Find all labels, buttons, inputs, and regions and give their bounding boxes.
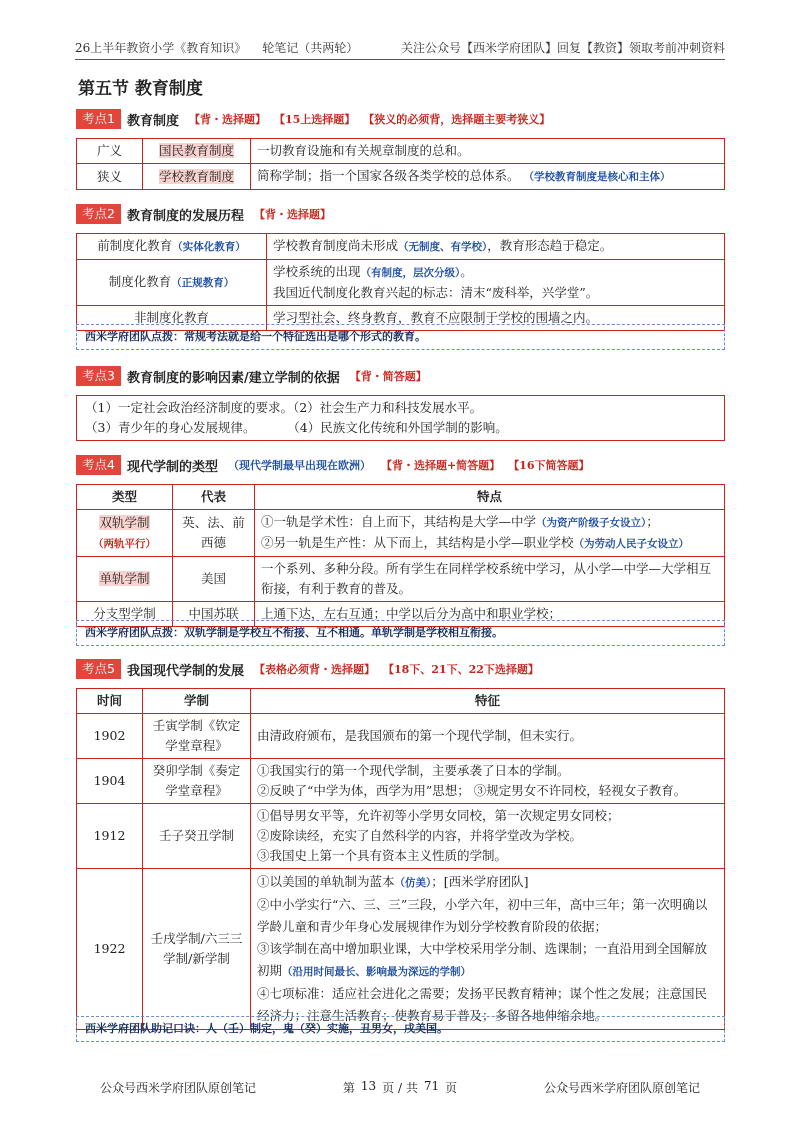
kp4-cell: 分支型学制 (77, 602, 173, 627)
kp5-header: 特征 (251, 689, 725, 714)
kp5-system: 壬子癸丑学制 (143, 804, 251, 869)
table-row (77, 139, 725, 164)
kp3-line: （1）一定社会政治经济制度的要求。（2）社会生产力和科技发展水平。 (85, 400, 483, 415)
table-row (77, 869, 725, 1030)
page-footer (100, 1079, 700, 1096)
kp2-cell: 非制度化教育 (77, 306, 267, 331)
kp4-label: 【16下简答题】 (508, 459, 590, 472)
kp2-note: （无制度、有学校） (398, 241, 488, 253)
kp5-header: 学制 (143, 689, 251, 714)
kp2-tag: 考点2 (76, 204, 121, 224)
kp4-tag: 考点4 (76, 455, 121, 475)
kp5-label: 【18下、21下、22下选择题】 (382, 663, 539, 676)
table-header-row (77, 485, 725, 510)
kp5-line: ③该学制在高中增加职业课，大中学校采用学分制、选课制；一直沿用到全国解放初期 (257, 941, 708, 978)
kp2-text: 。 (460, 264, 473, 279)
table-row (77, 164, 725, 190)
page-label: 页 / 共 (382, 1081, 418, 1095)
kp1-cell: 狭义 (77, 164, 143, 190)
kp3-heading (76, 365, 435, 387)
kp5-line: ②反映了“中学为体，西学为用”思想； ③规定男女不许同校，轻视女子教育。 (257, 783, 687, 798)
kp5-tip: 西米学府团队助记口诀：人（壬）制定，鬼（癸）实施，丑男女，戌美国。 (76, 1016, 725, 1042)
kp1-heading (76, 108, 558, 130)
table-header-row (77, 689, 725, 714)
kp4-text: ②另一轨是生产性：从下而上，其结构是小学—职业学校 (261, 535, 574, 550)
kp1-title: 教育制度 (126, 113, 179, 129)
kp2-text: 学校系统的出现 (273, 264, 361, 279)
kp5-year: 1922 (77, 869, 143, 1030)
kp3-title: 教育制度的影响因素/建立学制的依据 (126, 370, 340, 386)
kp4-header: 代表 (173, 485, 255, 510)
kp1-label: 【15上选择题】 (273, 113, 356, 126)
kp4-cell: 美国 (173, 557, 255, 602)
kp4-cell: 上通下达，左右互通；中学以后分为高中和职业学校； (255, 602, 725, 627)
kp2-heading (76, 203, 339, 225)
page-total: 71 (423, 1079, 440, 1093)
kp2-label: 【背・选择题】 (253, 208, 331, 221)
page-label: 页 (445, 1081, 458, 1095)
kp5-year: 1912 (77, 804, 143, 869)
page-current: 13 (360, 1079, 377, 1093)
page-header (75, 38, 725, 60)
kp5-feature (251, 759, 725, 804)
kp5-feature: 由清政府颁布，是我国颁布的第一个现代学制，但未实行。 (251, 714, 725, 759)
kp5-line: ；[西米学府团队] (431, 874, 529, 889)
kp2-note: （实体化教育） (172, 241, 246, 253)
kp5-line: ①以美国的单轨制为蓝本 (257, 874, 395, 889)
kp5-note: （仿美） (394, 877, 432, 889)
kp1-term: 学校教育制度 (158, 168, 234, 184)
kp5-line: ③我国史上第一个具有资本主义性质的学制。 (257, 848, 508, 863)
kp4-note: （为资产阶级子女设立） (536, 517, 647, 529)
kp2-cell (77, 234, 267, 260)
kp5-system: 壬戌学制/六三三学制/新学制 (143, 869, 251, 1030)
kp2-tip: 西米学府团队点拨：常规考法就是给一个特征选出是哪个形式的教育。 (76, 324, 725, 350)
section-title: 第五节 教育制度 (78, 79, 203, 99)
kp1-cell (143, 139, 251, 164)
footer-right: 公众号西米学府团队原创笔记 (543, 1081, 700, 1095)
kp5-system: 癸卯学制《奏定学堂章程》 (143, 759, 251, 804)
kp5-year: 1902 (77, 714, 143, 759)
kp5-header: 时间 (77, 689, 143, 714)
kp5-tag: 考点5 (76, 659, 121, 679)
kp2-note: （有制度，层次分级） (360, 267, 461, 279)
kp2-cell (267, 260, 725, 306)
kp3-box (76, 395, 725, 441)
kp5-feature (251, 804, 725, 869)
kp4-label: 【背・选择题+简答题】 (380, 459, 501, 472)
kp1-note: （学校教育制度是核心和主体） (523, 171, 671, 183)
kp4-heading (76, 454, 598, 476)
kp2-cell (77, 260, 267, 306)
kp1-cell: 广义 (77, 139, 143, 164)
kp4-table (76, 484, 725, 627)
kp1-text: 简称学制；指一个国家各级各类学校的总体系。 (257, 168, 520, 183)
kp4-cell (255, 510, 725, 557)
kp5-line: ④七项标准：适应社会进化之需要；发扬平民教育精神；谋个性之发展；注意国民经济力；注意生活教育；使教育易于普及；多留各地伸缩余地。 (257, 986, 708, 1023)
kp5-line: ①倡导男女平等，允许初等小学男女同校，第一次规定男女同校； (257, 808, 620, 823)
kp2-table (76, 233, 725, 331)
kp4-text: ； (646, 514, 659, 529)
kp4-term: 双轨学制 (99, 514, 150, 530)
kp4-title: 现代学制的类型 (126, 459, 218, 475)
kp5-label: 【表格必须背・选择题】 (253, 663, 375, 676)
kp5-line: ②废除读经，充实了自然科学的内容，并将学堂改为学校。 (257, 828, 583, 843)
kp5-system: 壬寅学制《钦定学堂章程》 (143, 714, 251, 759)
kp3-tag: 考点3 (76, 366, 121, 386)
kp2-title: 教育制度的发展历程 (126, 208, 244, 224)
kp4-header: 类型 (77, 485, 173, 510)
kp4-cell (77, 510, 173, 557)
table-row (77, 234, 725, 260)
page-label: 第 (342, 1081, 355, 1095)
kp4-tip: 西米学府团队点拨：双轨学制是学校互不衔接、互不相通。单轨学制是学校相互衔接。 (76, 620, 725, 646)
kp2-term: 前制度化教育 (97, 238, 173, 253)
kp1-cell (251, 164, 725, 190)
table-row (77, 714, 725, 759)
table-row (77, 804, 725, 869)
kp1-table (76, 138, 725, 190)
header-promo: 关注公众号【西米学府团队】回复【教资】领取考前冲刺资料 (400, 41, 725, 55)
kp5-heading (76, 658, 547, 680)
kp4-note: （为劳动人民子女设立） (573, 538, 690, 550)
page-number (343, 1079, 457, 1096)
kp1-label: 【背・选择题】 (188, 113, 266, 126)
kp4-cell: 英、法、前西德 (173, 510, 255, 557)
kp1-cell (143, 164, 251, 190)
kp2-cell: 学习型社会、终身教育，教育不应限制于学校的围墙之内。 (267, 306, 725, 331)
kp1-tag: 考点1 (76, 109, 121, 129)
kp2-text: ，教育形态趋于稳定。 (487, 238, 613, 253)
kp1-cell: 一切教育设施和有关规章制度的总和。 (251, 139, 725, 164)
kp4-cell: 一个系列、多种分段。所有学生在同样学校系统中学习，从小学—中学—大学相互衔接，有利于教育的普及。 (255, 557, 725, 602)
kp4-header: 特点 (255, 485, 725, 510)
kp5-note: （沿用时间最长、影响最为深远的学制） (282, 966, 472, 978)
kp5-line: ②中小学实行“六、三、三”三段，小学六年，初中三年，高中三年；第一次明确以学龄儿童和青少年身心发展规律作为划分学校教育阶段的依据； (257, 897, 708, 934)
kp1-label: 【狭义的必须背，选择题主要考狭义】 (363, 113, 551, 126)
kp2-text: 学校教育制度尚未形成 (273, 238, 399, 253)
kp5-line: ①我国实行的第一个现代学制，主要承袭了日本的学制。 (257, 763, 570, 778)
kp5-table (76, 688, 725, 1030)
table-row (77, 510, 725, 557)
kp4-term: 单轨学制 (99, 571, 150, 586)
kp5-feature (251, 869, 725, 1030)
kp4-cell: 中国苏联 (173, 602, 255, 627)
kp3-line: （3）青少年的身心发展规律。 （4）民族文化传统和外国学制的影响。 (85, 420, 508, 435)
kp2-note: （正规教育） (171, 277, 235, 289)
footer-left: 公众号西米学府团队原创笔记 (100, 1081, 257, 1095)
kp4-note: （现代学制最早出现在欧洲） (227, 459, 371, 472)
kp2-text: 我国近代制度化教育兴起的标志：清末“废科举，兴学堂”。 (273, 285, 599, 300)
kp4-note: （两轨平行） (93, 537, 156, 550)
kp4-text: ①一轨是学术性：自上而下，其结构是大学—中学 (261, 514, 537, 529)
kp1-term: 国民教育制度 (158, 143, 234, 158)
kp5-title: 我国现代学制的发展 (126, 663, 244, 679)
kp5-year: 1904 (77, 759, 143, 804)
table-row (77, 759, 725, 804)
header-subtitle: 轮笔记（共两轮） (262, 41, 359, 55)
kp3-label: 【背・简答题】 (349, 370, 427, 383)
table-row (77, 557, 725, 602)
header-title: 26上半年教资小学《教育知识》 (75, 41, 247, 55)
kp2-term: 制度化教育 (108, 274, 172, 289)
kp4-cell (77, 557, 173, 602)
table-row (77, 260, 725, 306)
kp2-cell (267, 234, 725, 260)
